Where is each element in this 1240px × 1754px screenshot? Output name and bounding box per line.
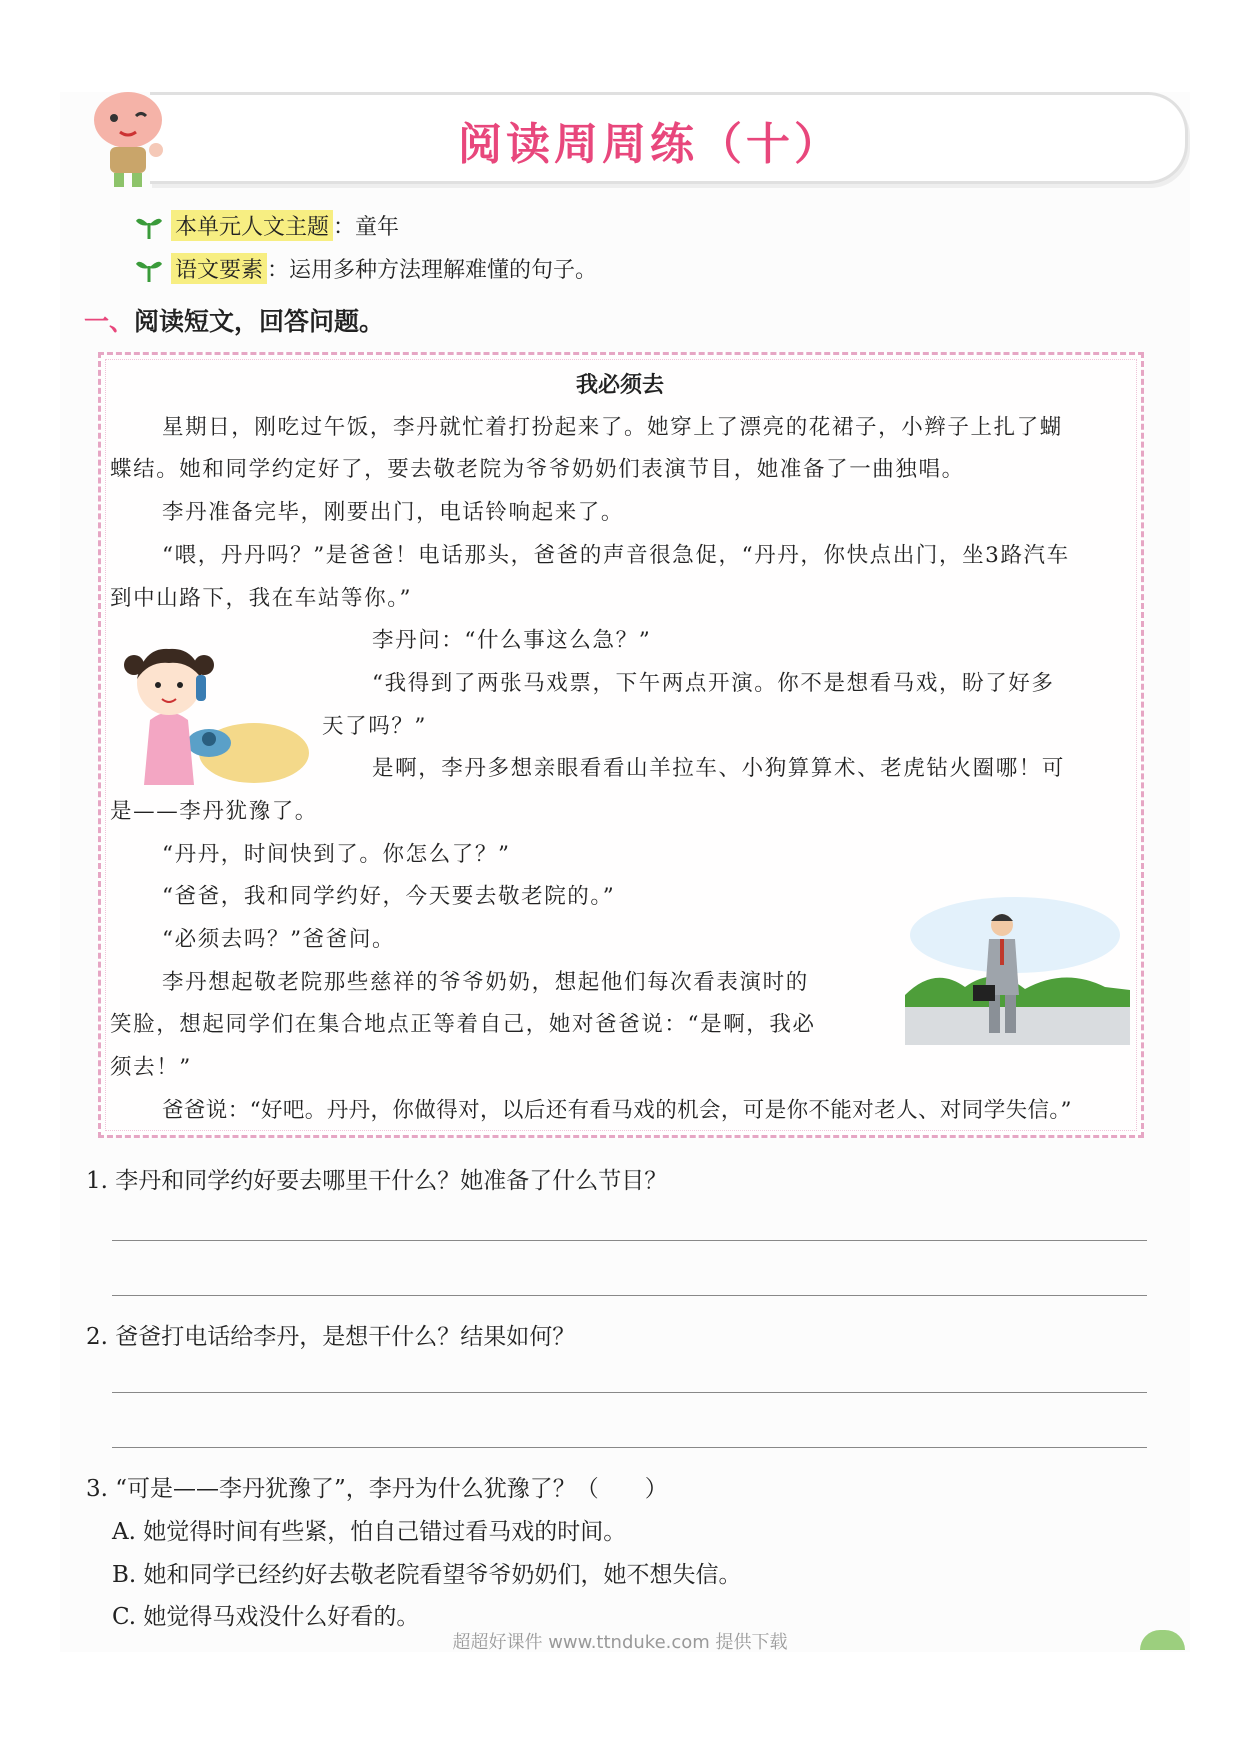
theme-line-2	[135, 253, 597, 284]
option-a[interactable]: A. 她觉得时间有些紧，怕自己错过看马戏的时间。	[112, 1519, 627, 1545]
question-1: 1. 李丹和同学约好要去哪里干什么？她准备了什么节目？	[86, 1168, 668, 1194]
language-element-label: 语文要素	[171, 253, 267, 284]
section-heading: 一、阅读短文，回答问题。	[84, 307, 385, 336]
passage-line: 李丹问：“什么事这么急？”	[372, 628, 652, 653]
answer-line[interactable]	[112, 1295, 1147, 1296]
sprout-icon	[135, 256, 163, 282]
girl-on-phone-illustration	[114, 635, 314, 785]
passage-line: “我得到了两张马戏票，下午两点开演。你不是想看马戏，盼了好多	[372, 671, 1055, 696]
passage-line: 爸爸说：“好吧。丹丹，你做得对，以后还有看马戏的机会，可是你不能对老人、对同学失信。”	[162, 1098, 1072, 1123]
passage-line: 天了吗？”	[322, 714, 427, 739]
sprout-icon	[135, 213, 163, 239]
option-c[interactable]: C. 她觉得马戏没什么好看的。	[112, 1604, 420, 1630]
passage-line: 李丹想起敬老院那些慈祥的爷爷奶奶，想起他们每次看表演时的	[162, 970, 809, 995]
question-3: 3. “可是——李丹犹豫了”，李丹为什么犹豫了？（ ）	[86, 1476, 668, 1502]
passage-line: 到中山路下，我在车站等你。”	[110, 586, 413, 611]
passage-line: “喂，丹丹吗？”是爸爸！电话那头，爸爸的声音很急促，“丹丹，你快点出门，坐3路汽车	[162, 543, 1070, 568]
footer-watermark: 超超好课件 www.ttnduke.com 提供下载	[452, 1632, 788, 1653]
option-b[interactable]: B. 她和同学已经约好去敬老院看望爷爷奶奶们，她不想失信。	[112, 1562, 742, 1588]
passage-line: “爸爸，我和同学约好，今天要去敬老院的。”	[162, 884, 616, 909]
passage-line: 笑脸，想起同学们在集合地点正等着自己，她对爸爸说：“是啊，我必	[110, 1012, 816, 1037]
passage-line: “必须去吗？”爸爸问。	[162, 927, 396, 952]
answer-line[interactable]	[112, 1392, 1147, 1393]
passage-line: 是啊，李丹多想亲眼看看山羊拉车、小狗算算术、老虎钻火圈哪！可	[372, 756, 1066, 781]
theme-line-1	[135, 210, 399, 241]
answer-line[interactable]	[112, 1240, 1147, 1241]
passage-line: 蝶结。她和同学约定好了，要去敬老院为爷爷奶奶们表演节目，她准备了一曲独唱。	[110, 457, 965, 482]
language-element-value: ：运用多种方法理解难懂的句子。	[267, 258, 598, 283]
page-title: 阅读周周练（十）	[458, 119, 842, 170]
passage-line: 是——李丹犹豫了。	[110, 799, 318, 824]
passage-line: 须去！”	[110, 1055, 192, 1080]
passage-title: 我必须去	[575, 373, 664, 398]
passage-line: “丹丹，时间快到了。你怎么了？”	[162, 842, 511, 867]
answer-line[interactable]	[112, 1447, 1147, 1448]
question-2: 2. 爸爸打电话给李丹，是想干什么？结果如何？	[86, 1324, 576, 1350]
theme-value: ：童年	[333, 215, 400, 240]
passage-line: 星期日，刚吃过午饭，李丹就忙着打扮起来了。她穿上了漂亮的花裙子，小辫子上扎了蝴	[162, 415, 1063, 440]
passage-line: 李丹准备完毕，刚要出门，电话铃响起来了。	[162, 500, 625, 525]
man-walking-illustration	[905, 895, 1130, 1045]
theme-label: 本单元人文主题	[171, 210, 333, 241]
